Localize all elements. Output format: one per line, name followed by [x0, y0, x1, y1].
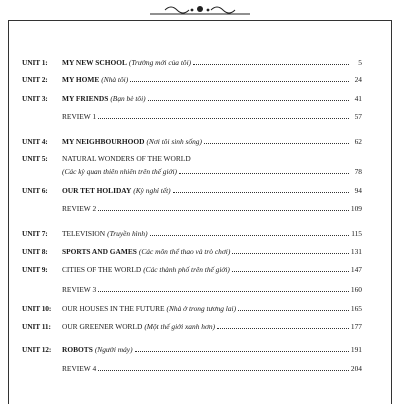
- unit-title: NATURAL WONDERS OF THE WORLD: [62, 154, 191, 163]
- toc-entry-unit-5-heading[interactable]: [22, 154, 362, 163]
- unit-label: UNIT 8:: [22, 247, 48, 256]
- page-number: 165: [350, 304, 362, 313]
- review-title: REVIEW 2: [62, 204, 97, 213]
- review-title: REVIEW 3: [62, 285, 97, 294]
- toc-entry-unit-1[interactable]: [22, 58, 362, 67]
- unit-label: UNIT 10:: [22, 304, 52, 313]
- leader-dots: [232, 270, 349, 272]
- leader-dots: [98, 290, 349, 292]
- toc-entry-unit-2[interactable]: [22, 75, 362, 84]
- unit-subtitle: (Kỳ nghỉ tết): [133, 186, 171, 195]
- toc-entry-unit-7[interactable]: [22, 229, 362, 238]
- unit-title: MY NEIGHBOURHOOD: [62, 137, 145, 146]
- unit-subtitle: (Nhà tôi): [101, 75, 129, 84]
- leader-dots: [217, 327, 349, 329]
- page-number: 131: [350, 247, 362, 256]
- unit-label: UNIT 4:: [22, 137, 48, 146]
- unit-label: UNIT 6:: [22, 186, 48, 195]
- unit-title: MY HOME: [62, 75, 100, 84]
- leader-dots: [238, 309, 349, 311]
- unit-label: UNIT 5:: [22, 154, 48, 163]
- unit-label: UNIT 12:: [22, 345, 52, 354]
- unit-title: MY FRIENDS: [62, 94, 109, 103]
- unit-title: MY NEW SCHOOL: [62, 58, 127, 67]
- unit-title: ROBOTS: [62, 345, 93, 354]
- page-number: 115: [351, 229, 362, 238]
- review-title: REVIEW 4: [62, 364, 97, 373]
- unit-label: UNIT 11:: [22, 322, 51, 331]
- unit-title: CITIES OF THE WORLD: [62, 265, 142, 274]
- unit-label: UNIT 3:: [22, 94, 48, 103]
- header-ornament-icon: [0, 0, 400, 20]
- unit-subtitle: (Nhà ở trong tương lai): [166, 304, 237, 313]
- unit-label: UNIT 9:: [22, 265, 48, 274]
- leader-dots: [98, 369, 349, 371]
- toc-entry-unit-12[interactable]: [22, 345, 362, 354]
- page-number: 57: [354, 112, 362, 121]
- leader-dots: [193, 63, 349, 65]
- unit-subtitle: (Một thế giới xanh hơn): [144, 322, 216, 331]
- unit-subtitle: (Trường mới của tôi): [128, 58, 192, 67]
- page-number: 24: [354, 75, 362, 84]
- leader-dots: [148, 99, 349, 101]
- page-number: 204: [350, 364, 362, 373]
- unit-subtitle: (Người máy): [94, 345, 133, 354]
- toc-entry-unit-9[interactable]: [22, 265, 362, 274]
- unit-title: OUR GREENER WORLD: [62, 322, 143, 331]
- page-number: 160: [350, 285, 362, 294]
- leader-dots: [135, 350, 349, 352]
- toc-entry-unit-6[interactable]: [22, 186, 362, 195]
- unit-label: UNIT 7:: [22, 229, 48, 238]
- page-number: 78: [354, 167, 362, 176]
- page-number: 191: [350, 345, 362, 354]
- page-number: 5: [358, 58, 362, 67]
- toc-entry-unit-8[interactable]: [22, 247, 362, 256]
- leader-dots: [232, 252, 349, 254]
- unit-title: OUR TET HOLIDAY: [62, 186, 132, 195]
- toc-entry-unit-5[interactable]: [22, 167, 362, 176]
- page-number: 62: [354, 137, 362, 146]
- leader-dots: [204, 142, 349, 144]
- unit-subtitle: (Các kỳ quan thiên nhiên trên thế giới): [62, 167, 177, 176]
- review-title: REVIEW 1: [62, 112, 97, 121]
- unit-subtitle: (Các thành phố trên thế giới): [143, 265, 230, 274]
- leader-dots: [98, 117, 349, 119]
- toc-entry-review-3[interactable]: [22, 285, 362, 294]
- leader-dots: [173, 191, 349, 193]
- toc-entry-unit-3[interactable]: [22, 94, 362, 103]
- page-number: 109: [350, 204, 362, 213]
- unit-title: TELEVISION: [62, 229, 106, 238]
- page-number: 147: [350, 265, 362, 274]
- unit-title: SPORTS AND GAMES: [62, 247, 137, 256]
- page-number: 94: [354, 186, 362, 195]
- leader-dots: [150, 234, 349, 236]
- unit-title: OUR HOUSES IN THE FUTURE: [62, 304, 165, 313]
- toc-entry-review-2[interactable]: [22, 204, 362, 213]
- unit-subtitle: (Bạn bè tôi): [110, 94, 146, 103]
- toc-entry-unit-10[interactable]: [22, 304, 362, 313]
- page-number: 41: [354, 94, 362, 103]
- unit-subtitle: (Truyền hình): [107, 229, 148, 238]
- toc-entry-unit-4[interactable]: [22, 137, 362, 146]
- unit-subtitle: (Các môn thể thao và trò chơi): [138, 247, 231, 256]
- leader-dots: [130, 80, 349, 82]
- unit-subtitle: (Nơi tôi sinh sống): [146, 137, 202, 146]
- toc-entry-review-4[interactable]: [22, 364, 362, 373]
- toc-entry-unit-11[interactable]: [22, 322, 362, 331]
- toc-entry-review-1[interactable]: [22, 112, 362, 121]
- page-number: 177: [350, 322, 362, 331]
- unit-label: UNIT 1:: [22, 58, 48, 67]
- unit-label: UNIT 2:: [22, 75, 48, 84]
- leader-dots: [98, 209, 349, 211]
- leader-dots: [179, 172, 349, 174]
